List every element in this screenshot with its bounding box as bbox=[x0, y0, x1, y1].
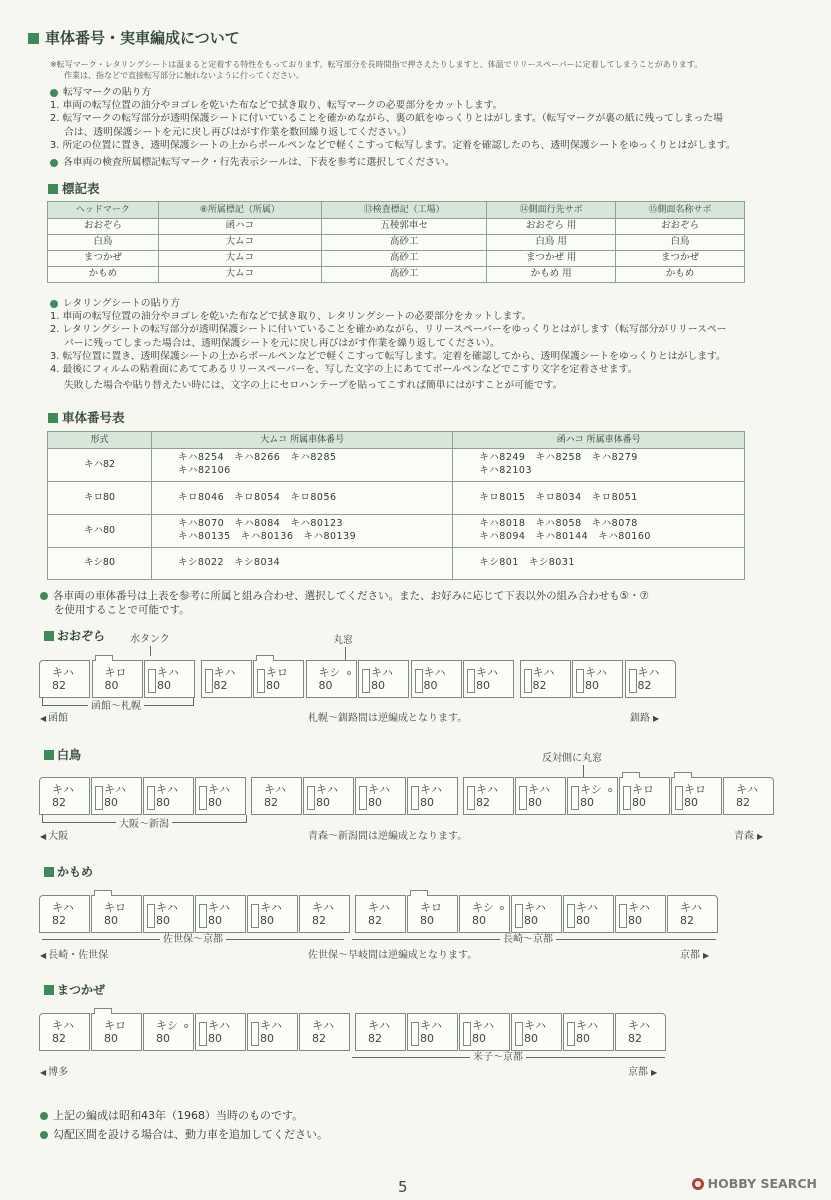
car-type-label: キハ 82 bbox=[637, 666, 660, 693]
car-type-label: キハ 80 bbox=[104, 783, 126, 810]
train-car bbox=[91, 895, 142, 933]
lettering-section: レタリングシートの貼り方 1. 車両の転写位置の油分やヨゴレを乾いた布などで拭き取り、レタリングシートの必要部分をカットします。 2. レタリングシートの転写部分が透明保護シートに付いていることを確かめながら、リリースペーパーをゆっくりとはがします（転写部分がリリースペー パーに残ってしまった場合は、透明保護シートを元に戻し再びはがす作業を繰り返してください）。 3. 転写位置に置き、透明保護シートの上からボールペンなどで軽くこすって転写します。定着を確認してから、透明保護シートをゆっくりとはがします。 4. 最後にフィルムの粘着面にあててあるリリースペーパーを、写した文字の上にあててボールペンなどでこすり文字を定着させます。 失敗した場合や貼り替えたい時には、文字の上にセロハンテープを貼ってこすれば簡単にはがすことが可能です。 bbox=[50, 297, 770, 393]
square-icon bbox=[44, 631, 54, 641]
car-type-label: キハ 82 bbox=[312, 1019, 334, 1046]
round-window-callout: 反対側に丸窓 bbox=[542, 753, 602, 764]
terminal-left: ◀ 大阪 bbox=[40, 830, 68, 844]
car-type-label: キハ 80 bbox=[260, 1019, 282, 1046]
table-cell: キハ8254 キハ8266 キハ8285 キハ82106 bbox=[152, 449, 453, 482]
train-title-oozora: おおぞら bbox=[44, 628, 105, 644]
car-door bbox=[675, 786, 683, 810]
table-row bbox=[48, 482, 745, 515]
terminal-left: ◀ 長崎・佐世保 bbox=[40, 949, 108, 963]
car-door bbox=[251, 904, 259, 928]
marking-table-heading: 標記表 bbox=[48, 181, 100, 198]
car-type-label: キロ 80 bbox=[632, 783, 654, 810]
table-cell: かもめ bbox=[616, 267, 745, 283]
column-header: ⑭側面行先サボ bbox=[487, 202, 616, 219]
train-car bbox=[303, 777, 354, 815]
bullet-icon bbox=[50, 159, 58, 167]
logo-icon bbox=[692, 1178, 704, 1190]
train-car bbox=[667, 895, 718, 933]
car-type-label: キハ 82 bbox=[52, 783, 74, 810]
train-car bbox=[39, 1013, 90, 1051]
number-note: 各車両の車体番号は上表を参考に所属と組み合わせ、選択してください。また、お好みに応じて下表以外の組み合わせも⑤・⑦ を使用することで可能です。 bbox=[40, 589, 760, 617]
water-tank-marker bbox=[95, 655, 113, 661]
train-car bbox=[563, 1013, 614, 1051]
train-car bbox=[195, 895, 246, 933]
car-type-label: キハ 80 bbox=[423, 666, 446, 693]
round-window-callout: 丸窓 bbox=[333, 635, 353, 646]
table-row bbox=[48, 515, 745, 548]
watermark-logo: HOBBY SEARCH bbox=[692, 1176, 817, 1193]
car-door bbox=[415, 669, 423, 693]
car-type-label: キハ 82 bbox=[476, 783, 498, 810]
car-type-label: キロ 80 bbox=[104, 666, 127, 693]
train-title-kamome: かもめ bbox=[44, 864, 93, 880]
train-car bbox=[520, 660, 571, 698]
square-icon bbox=[44, 750, 54, 760]
column-header: 形式 bbox=[48, 432, 152, 449]
train-car bbox=[143, 1013, 194, 1051]
table-cell: キハ8249 キハ8258 キハ8279 キハ82103 bbox=[453, 449, 745, 482]
car-type-label: キハ 82 bbox=[368, 901, 390, 928]
train-consist-kamome bbox=[39, 895, 719, 933]
water-tank-marker bbox=[256, 655, 274, 661]
train-car bbox=[625, 660, 676, 698]
column-header: 大ムコ 所属車体番号 bbox=[152, 432, 453, 449]
table-row bbox=[48, 235, 745, 251]
car-type-label: キハ 82 bbox=[52, 1019, 74, 1046]
table-row bbox=[48, 267, 745, 283]
intro-note: ※転写マーク・レタリングシートは温まると定着する特性をもっております。転写部分を長時間指で押さえたりしますと、体温でリリースペーパーに定着してしまうことがあります。 作業は、指などで直接転写部分に触れないように行ってください。 bbox=[50, 60, 703, 80]
car-type-label: キロ 80 bbox=[104, 1019, 126, 1046]
table-cell: キハ8070 キハ8084 キハ80123 キハ80135 キハ80136 キハ80139 bbox=[152, 515, 453, 548]
train-car bbox=[39, 895, 90, 933]
number-table bbox=[47, 431, 745, 580]
train-car bbox=[355, 895, 406, 933]
range-label: 米子〜京都 bbox=[470, 1051, 526, 1065]
car-type-label: キシ 80 bbox=[472, 901, 494, 928]
table-cell: 大ムコ bbox=[158, 235, 321, 251]
car-type-label: キハ 80 bbox=[208, 783, 230, 810]
car-door bbox=[199, 904, 207, 928]
water-tank-marker bbox=[410, 890, 428, 896]
train-car bbox=[615, 1013, 666, 1051]
train-car bbox=[253, 660, 304, 698]
table-row bbox=[48, 219, 745, 235]
transfer-section: 転写マークの貼り方 1. 車両の転写位置の油分やヨゴレを乾いた布などで拭き取り、転写マークの必要部分をカットします。 2. 転写マークの転写部分が透明保護シートに付いていることを確かめながら、裏の紙をゆっくりとはがします。（転写マークが裏の紙に残ってしまった場 合は、透明保護シートを元に戻し再びはがす作業を数回繰り返してください。） 3. 所定の位置に置き、透明保護シートの上からボールペンなどで軽くこすって転写します。定着を確認したのち、透明保護シートをゆっくりとはがします。 各車両の検査所属標記転写マーク・行先表示シールは、下表を参考に選択してください。 bbox=[50, 86, 770, 169]
train-title-hakucho: 白鳥 bbox=[44, 747, 81, 763]
train-car bbox=[247, 1013, 298, 1051]
car-door bbox=[147, 904, 155, 928]
table-cell: キロ8046 キロ8054 キロ8056 bbox=[152, 482, 453, 515]
car-type-label: キハ 80 bbox=[476, 666, 498, 693]
page-title: 車体番号・実車編成について bbox=[28, 28, 240, 48]
train-car bbox=[39, 660, 90, 698]
table-cell: おおぞら bbox=[48, 219, 159, 235]
car-door bbox=[199, 786, 207, 810]
column-header: ⑥所属標記（所属） bbox=[158, 202, 321, 219]
car-type-label: キハ 80 bbox=[157, 666, 179, 693]
train-car bbox=[195, 777, 246, 815]
column-header: 函ハコ 所属車体番号 bbox=[453, 432, 745, 449]
car-door bbox=[147, 786, 155, 810]
train-car bbox=[407, 1013, 458, 1051]
table-header-row bbox=[48, 202, 745, 219]
car-type-label: キハ 80 bbox=[628, 901, 650, 928]
train-car bbox=[459, 895, 510, 933]
table-row bbox=[48, 449, 745, 482]
number-table-heading: 車体番号表 bbox=[48, 410, 125, 427]
car-type-label: キハ 80 bbox=[576, 901, 598, 928]
bullet-icon bbox=[40, 1131, 48, 1139]
car-type-label: キシ 80 bbox=[580, 783, 602, 810]
train-car bbox=[615, 895, 666, 933]
car-type-label: キハ 80 bbox=[156, 783, 178, 810]
table-cell: かもめ 用 bbox=[487, 267, 616, 283]
car-type-label: キハ 80 bbox=[208, 901, 230, 928]
car-type-label: キハ 82 bbox=[628, 1019, 650, 1046]
round-window-marker bbox=[347, 671, 351, 675]
car-type-label: キハ 82 bbox=[52, 901, 74, 928]
train-car bbox=[143, 777, 194, 815]
square-icon bbox=[48, 413, 58, 423]
terminal-right: 京都 ▶ bbox=[680, 949, 709, 963]
car-type-label: キロ 80 bbox=[266, 666, 288, 693]
table-cell: まつかぜ bbox=[616, 251, 745, 267]
water-tank-marker bbox=[94, 1008, 112, 1014]
terminal-right: 京都 ▶ bbox=[628, 1066, 657, 1080]
terminal-right: 釧路 ▶ bbox=[630, 712, 659, 726]
bullet-icon bbox=[50, 89, 58, 97]
car-type-label: キシ 80 bbox=[156, 1019, 178, 1046]
table-cell: 高砂工 bbox=[322, 235, 487, 251]
car-type-label: キハ 80 bbox=[371, 666, 393, 693]
bullet-icon bbox=[50, 300, 58, 308]
table-cell: キハ82 bbox=[48, 449, 152, 482]
car-type-label: キハ 80 bbox=[524, 901, 546, 928]
table-cell: キシ801 キシ8031 bbox=[453, 548, 745, 580]
car-type-label: キロ 80 bbox=[104, 901, 126, 928]
train-car bbox=[407, 777, 458, 815]
train-car bbox=[306, 660, 357, 698]
reverse-note: 青森〜新潟間は逆編成となります。 bbox=[308, 831, 468, 842]
train-car bbox=[144, 660, 195, 698]
car-door bbox=[95, 786, 103, 810]
car-type-label: キハ 82 bbox=[213, 666, 236, 693]
train-car bbox=[459, 1013, 510, 1051]
car-door bbox=[307, 786, 315, 810]
car-door bbox=[571, 786, 579, 810]
car-door bbox=[411, 1022, 419, 1046]
round-window-marker bbox=[608, 788, 612, 792]
table-row bbox=[48, 251, 745, 267]
square-icon bbox=[48, 184, 58, 194]
range-label: 大阪〜新潟 bbox=[116, 818, 172, 832]
select-note: 各車両の検査所属標記転写マーク・行先表示シールは、下表を参考に選択してください。 bbox=[50, 156, 770, 169]
train-car bbox=[92, 660, 143, 698]
car-door bbox=[411, 786, 419, 810]
table-cell: おおぞら bbox=[616, 219, 745, 235]
train-consist-matsukaze bbox=[39, 1013, 667, 1051]
car-type-label: キハ 80 bbox=[368, 783, 390, 810]
car-door bbox=[629, 669, 637, 693]
callout-leader bbox=[150, 646, 151, 656]
car-door bbox=[519, 786, 527, 810]
train-car bbox=[572, 660, 623, 698]
car-door bbox=[362, 669, 370, 693]
train-car bbox=[91, 777, 142, 815]
car-type-label: キハ 80 bbox=[576, 1019, 598, 1046]
round-window-marker bbox=[184, 1024, 188, 1028]
car-type-label: キハ 82 bbox=[52, 666, 74, 693]
car-door bbox=[515, 1022, 523, 1046]
train-car bbox=[251, 777, 302, 815]
car-door bbox=[467, 669, 475, 693]
car-type-label: キハ 80 bbox=[528, 783, 550, 810]
car-type-label: キハ 80 bbox=[420, 1019, 442, 1046]
train-car bbox=[247, 895, 298, 933]
terminal-left: ◀ 函館 bbox=[40, 712, 68, 726]
car-door bbox=[567, 904, 575, 928]
train-consist-hakucho bbox=[39, 777, 775, 815]
car-door bbox=[463, 1022, 471, 1046]
range-label: 佐世保〜京都 bbox=[160, 933, 226, 947]
lettering-heading: レタリングシートの貼り方 bbox=[50, 297, 770, 310]
car-door bbox=[148, 669, 156, 693]
train-car bbox=[299, 1013, 350, 1051]
car-door bbox=[623, 786, 631, 810]
car-type-label: キハ 82 bbox=[680, 901, 702, 928]
table-cell: おおぞら 用 bbox=[487, 219, 616, 235]
table-cell: 大ムコ bbox=[158, 251, 321, 267]
train-car bbox=[511, 895, 562, 933]
car-type-label: キハ 82 bbox=[368, 1019, 390, 1046]
terminal-right: 青森 ▶ bbox=[734, 830, 763, 844]
car-type-label: キハ 80 bbox=[472, 1019, 494, 1046]
table-cell: キシ8022 キシ8034 bbox=[152, 548, 453, 580]
car-type-label: キハ 80 bbox=[156, 901, 178, 928]
train-car bbox=[463, 777, 514, 815]
bullet-icon bbox=[40, 1112, 48, 1120]
car-door bbox=[576, 669, 584, 693]
bullet-icon bbox=[40, 592, 48, 600]
water-tank-marker bbox=[622, 772, 640, 778]
train-car bbox=[143, 895, 194, 933]
square-icon bbox=[44, 985, 54, 995]
car-type-label: キハ 80 bbox=[260, 901, 282, 928]
car-type-label: キハ 80 bbox=[208, 1019, 230, 1046]
table-cell: 白鳥 bbox=[616, 235, 745, 251]
table-cell: 白鳥 用 bbox=[487, 235, 616, 251]
range-label: 函館〜札幌 bbox=[88, 700, 144, 714]
table-row bbox=[48, 548, 745, 580]
car-type-label: キロ 80 bbox=[420, 901, 442, 928]
train-car bbox=[511, 1013, 562, 1051]
train-car bbox=[91, 1013, 142, 1051]
table-cell: 高砂工 bbox=[322, 267, 487, 283]
water-tank-marker bbox=[674, 772, 692, 778]
car-door bbox=[567, 1022, 575, 1046]
train-car bbox=[355, 777, 406, 815]
car-door bbox=[205, 669, 213, 693]
train-car bbox=[515, 777, 566, 815]
water-tank-marker bbox=[94, 890, 112, 896]
round-window-marker bbox=[500, 906, 504, 910]
car-door bbox=[199, 1022, 207, 1046]
table-cell: キハ8018 キハ8058 キハ8078 キハ8094 キハ80144 キハ80160 bbox=[453, 515, 745, 548]
footer-notes: 上記の編成は昭和43年（1968）当時のものです。 勾配区間を設ける場合は、動力車を追加してください。 bbox=[40, 1107, 328, 1144]
car-door bbox=[257, 669, 265, 693]
train-car bbox=[671, 777, 722, 815]
train-car bbox=[619, 777, 670, 815]
table-header-row bbox=[48, 432, 745, 449]
column-header: ⑬検査標記（工場） bbox=[322, 202, 487, 219]
table-cell: キシ80 bbox=[48, 548, 152, 580]
train-consist-oozora bbox=[39, 660, 677, 698]
transfer-heading: 転写マークの貼り方 bbox=[50, 86, 770, 99]
table-cell: キロ80 bbox=[48, 482, 152, 515]
table-cell: まつかぜ bbox=[48, 251, 159, 267]
water-tank-callout: 水タンク bbox=[130, 634, 170, 645]
column-header: ヘッドマーク bbox=[48, 202, 159, 219]
reverse-note: 佐世保〜早岐間は逆編成となります。 bbox=[308, 950, 478, 961]
car-type-label: キロ 80 bbox=[684, 783, 706, 810]
marking-table bbox=[47, 201, 745, 283]
table-cell: 五稜郭車セ bbox=[322, 219, 487, 235]
column-header: ⑮側面名称サボ bbox=[616, 202, 745, 219]
car-type-label: キハ 80 bbox=[316, 783, 338, 810]
car-door bbox=[524, 669, 532, 693]
car-type-label: キハ 80 bbox=[585, 666, 607, 693]
range-label: 長崎〜京都 bbox=[500, 933, 556, 947]
table-cell: まつかぜ 用 bbox=[487, 251, 616, 267]
car-type-label: キハ 82 bbox=[736, 783, 758, 810]
table-cell: キロ8015 キロ8034 キロ8051 bbox=[453, 482, 745, 515]
car-type-label: キハ 82 bbox=[264, 783, 286, 810]
square-icon bbox=[44, 867, 54, 877]
table-cell: 函ハコ bbox=[158, 219, 321, 235]
car-type-label: キハ 80 bbox=[420, 783, 442, 810]
train-car bbox=[355, 1013, 406, 1051]
train-car bbox=[563, 895, 614, 933]
train-car bbox=[195, 1013, 246, 1051]
table-cell: 白鳥 bbox=[48, 235, 159, 251]
train-car bbox=[411, 660, 462, 698]
table-cell: 高砂工 bbox=[322, 251, 487, 267]
car-door bbox=[359, 786, 367, 810]
car-type-label: キハ 82 bbox=[532, 666, 555, 693]
reverse-note: 札幌〜釧路間は逆編成となります。 bbox=[308, 713, 468, 724]
square-icon bbox=[28, 33, 39, 44]
car-type-label: キハ 82 bbox=[312, 901, 334, 928]
car-door bbox=[619, 904, 627, 928]
car-type-label: キシ 80 bbox=[318, 666, 341, 693]
train-car bbox=[567, 777, 618, 815]
page-number: 5 bbox=[398, 1178, 408, 1196]
train-car bbox=[723, 777, 774, 815]
train-car bbox=[463, 660, 514, 698]
table-cell: かもめ bbox=[48, 267, 159, 283]
train-title-matsukaze: まつかぜ bbox=[44, 982, 105, 998]
table-cell: キハ80 bbox=[48, 515, 152, 548]
train-car bbox=[407, 895, 458, 933]
car-door bbox=[467, 786, 475, 810]
car-type-label: キハ 80 bbox=[524, 1019, 546, 1046]
car-door bbox=[251, 1022, 259, 1046]
train-car bbox=[201, 660, 252, 698]
table-cell: 大ムコ bbox=[158, 267, 321, 283]
train-car bbox=[39, 777, 90, 815]
terminal-left: ◀ 博多 bbox=[40, 1066, 68, 1080]
train-car bbox=[299, 895, 350, 933]
train-car bbox=[358, 660, 409, 698]
car-door bbox=[515, 904, 523, 928]
